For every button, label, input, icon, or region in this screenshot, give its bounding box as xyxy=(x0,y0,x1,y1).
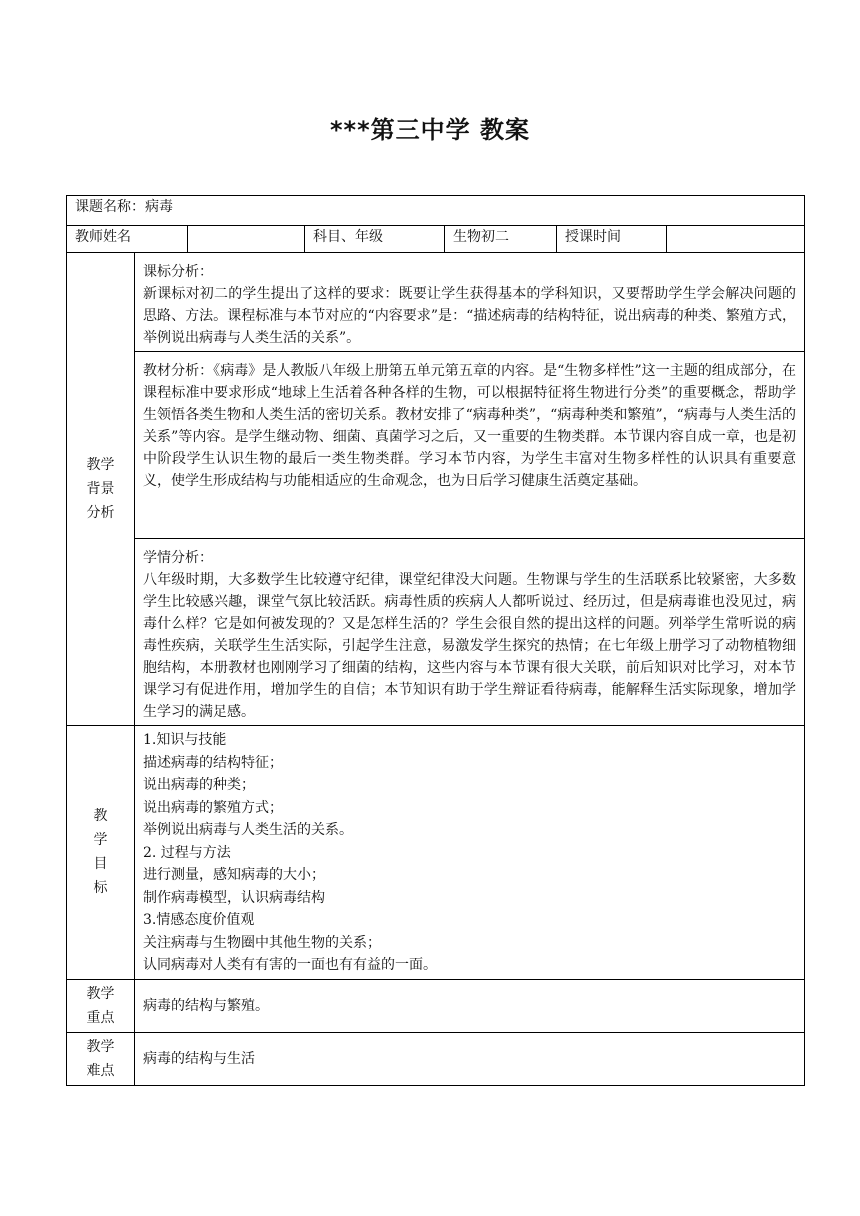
students-heading: 学情分析： xyxy=(143,550,213,566)
background-label xyxy=(67,253,135,726)
textbook-analysis xyxy=(135,352,805,539)
goals-label-line: 学 xyxy=(93,832,108,849)
students-text: 八年级时期，大多数学生比较遵守纪律，课堂纪律没大问题。生物课与学生的生活联系比较紧密，大多数学生比较感兴趣，课堂气氛比较活跃。病毒性质的疾病人人都听说过、经历过，但是病毒谁也没见过，病毒什么样？它是如何被发现的？又是怎样生活的？学生会很自然的提出这样的问题。列举学生常听说的病毒性疾病，关联学生生活实际，引起学生注意，易激发学生探究的热情；在七年级上册学习了动物植物细胞结构，本册教材也刚刚学习了细菌的结构，这些内容与本节课有很大关联，前后知识对比学习，对本节课学习有促进作用，增加学生的自信；本节知识有助于学生辩证看待病毒，能解释生活实际现象，增加学生学习的满足感。 xyxy=(143,572,797,720)
key-points-label xyxy=(67,979,135,1032)
curriculum-heading: 课标分析： xyxy=(143,264,213,280)
students-analysis xyxy=(135,539,805,726)
difficulties-label xyxy=(67,1032,135,1085)
teacher-label: 教师姓名 xyxy=(67,226,188,253)
key-points-label-line: 重点 xyxy=(86,1009,115,1026)
goals-row xyxy=(67,726,805,980)
background-label-line: 背景 xyxy=(86,481,115,497)
goals-label xyxy=(67,726,135,980)
curriculum-text: 新课标对初二的学生提出了这样的要求：既要让学生获得基本的学科知识，又要帮助学生学会解决问题的思路、方法。课程标准与本节对应的“内容要求”是：“描述病毒的结构特征，说出病毒的种类、繁殖方式，举例说出病毒与人类生活的关系”。 xyxy=(143,286,797,346)
key-points-text: 病毒的结构与繁殖。 xyxy=(135,979,805,1032)
background-label-line: 分析 xyxy=(86,505,115,521)
goals-label-line: 标 xyxy=(93,880,108,897)
lesson-plan-table xyxy=(66,195,805,1086)
background-label-line: 教学 xyxy=(86,457,115,473)
teacher-value xyxy=(188,226,305,253)
difficulties-row xyxy=(67,1032,805,1085)
key-points-label-line: 教学 xyxy=(86,985,115,1002)
goal-line: 关注病毒与生物圈中其他生物的关系； xyxy=(143,934,381,951)
curriculum-analysis xyxy=(135,253,805,352)
topic-row xyxy=(67,196,805,226)
goal-line: 认同病毒对人类有有害的一面也有有益的一面。 xyxy=(143,957,437,973)
goal-line: 进行测量，感知病毒的大小； xyxy=(143,867,325,883)
goal-line: 2. 过程与方法 xyxy=(143,844,231,861)
goals-label-line: 目 xyxy=(93,856,108,873)
time-label: 授课时间 xyxy=(557,226,667,253)
subject-label: 科目、年级 xyxy=(305,226,445,253)
time-value xyxy=(667,226,805,253)
goal-line: 1.知识与技能 xyxy=(143,732,227,748)
topic-value: 病毒 xyxy=(145,199,173,215)
key-points-row xyxy=(67,979,805,1032)
goal-line: 描述病毒的结构特征； xyxy=(143,754,283,771)
topic-cell xyxy=(67,196,805,226)
goal-line: 说出病毒的种类； xyxy=(143,777,255,793)
teacher-row xyxy=(67,226,805,253)
goal-line: 3.情感态度价值观 xyxy=(143,912,255,928)
goals-label-line: 教 xyxy=(93,808,108,825)
textbook-text: 教材分析：《病毒》是人教版八年级上册第五单元第五章的内容。是“生物多样性”这一主题的组成部分，在课程标准中要求形成“地球上生活着各种各样的生物，可以根据特征将生物进行分类”的重要概念，帮助学生领悟各类生物和人类生活的密切关系。教材安排了“病毒种类”，“病毒种类和繁殖”，“病毒与人类生活的关系”等内容。是学生继动物、细菌、真菌学习之后，又一重要的生物类群。本节课内容自成一章，也是初中阶段学生认识生物的最后一类生物类群。学习本节内容，为学生丰富对生物多样性的认识具有重要意义，使学生形成结构与功能相适应的生命观念，也为日后学习健康生活奠定基础。 xyxy=(143,363,797,489)
page-title: ***第三中学 教案 xyxy=(329,116,530,144)
textbook-row xyxy=(67,352,805,539)
goals-content xyxy=(135,726,805,980)
students-row xyxy=(67,539,805,726)
goal-line: 制作病毒模型，认识病毒结构 xyxy=(143,889,325,906)
difficulties-label-line: 难点 xyxy=(86,1062,115,1079)
difficulties-text: 病毒的结构与生活 xyxy=(135,1032,805,1085)
difficulties-label-line: 教学 xyxy=(86,1038,115,1055)
goal-line: 举例说出病毒与人类生活的关系。 xyxy=(143,822,353,838)
goal-line: 说出病毒的繁殖方式； xyxy=(143,799,283,816)
topic-label: 课题名称： xyxy=(75,199,145,215)
curriculum-row xyxy=(67,253,805,352)
subject-value: 生物初二 xyxy=(445,226,557,253)
